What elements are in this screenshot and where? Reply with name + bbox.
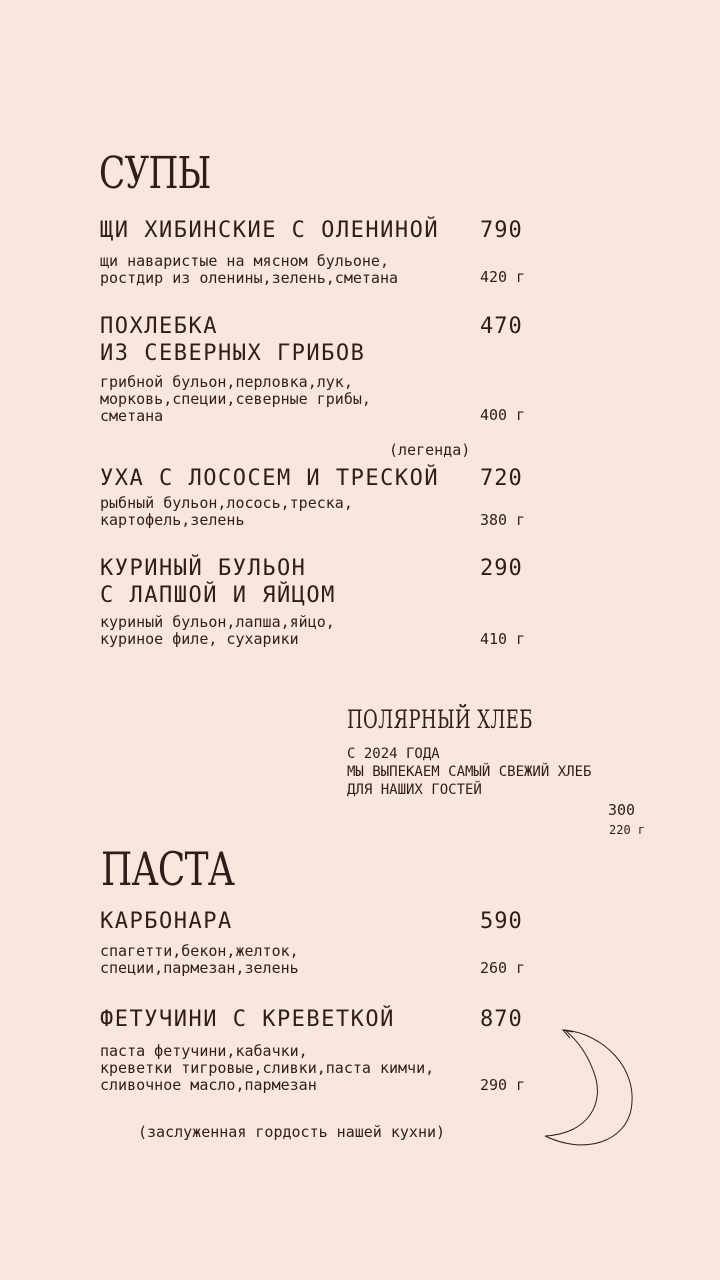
dish-name: ПОХЛЕБКА ИЗ СЕВЕРНЫХ ГРИБОВ [100,314,366,366]
dish-weight: 290 г [480,1076,526,1094]
bread-title: ПОЛЯРНЫЙ ХЛЕБ [347,705,533,734]
dish-description: щи наваристые на мясном бульоне, ростдир из оленины,зелень,сметана [100,252,399,287]
legend-tag: (легенда) [389,441,471,459]
dish-price: 870 [480,1007,523,1032]
pasta-note: (заслуженная гордость нашей кухни) [138,1123,446,1141]
bread-description: С 2024 ГОДА МЫ ВЫПЕКАЕМ САМЫЙ СВЕЖИЙ ХЛЕБ ДЛЯ НАШИХ ГОСТЕЙ [347,746,592,798]
dish-price: 590 [480,909,523,934]
dish-weight: 410 г [480,630,526,648]
dish-weight: 400 г [480,406,526,424]
dish-name: УХА С ЛОСОСЕМ И ТРЕСКОЙ [100,466,440,491]
dish-price: 470 [480,314,523,339]
dish-description: грибной бульон,перловка,лук, морковь,специи,северные грибы, сметана [100,373,371,425]
dish-weight: 380 г [480,511,526,529]
dish-weight: 260 г [480,959,526,977]
dish-name: КУРИНЫЙ БУЛЬОН С ЛАПШОЙ И ЯЙЦОМ [100,556,336,608]
dish-name: ЩИ ХИБИНСКИЕ С ОЛЕНИНОЙ [100,218,440,243]
dish-price: 790 [480,218,523,243]
dish-name: ФЕТУЧИНИ С КРЕВЕТКОЙ [100,1007,395,1032]
dish-description: спагетти,бекон,желток, специи,пармезан,зелень [100,942,299,977]
dish-weight: 420 г [480,268,526,286]
dish-price: 290 [480,556,523,581]
bread-price: 300 [608,801,636,819]
section-title-soups: СУПЫ [99,148,211,199]
section-title-pasta: ПАСТА [101,842,235,896]
dish-price: 720 [480,466,523,491]
dish-description: паста фетучини,кабачки, креветки тигровые,сливки,паста кимчи, сливочное масло,пармезан [100,1042,435,1094]
dish-name: КАРБОНАРА [100,909,233,934]
bread-weight: 220 г [609,823,646,837]
dish-description: куриный бульон,лапша,яйцо, куриное филе, сухарики [100,613,335,648]
crescent-moon-icon [515,1018,645,1148]
dish-description: рыбный бульон,лосось,треска, картофель,зелень [100,494,353,529]
